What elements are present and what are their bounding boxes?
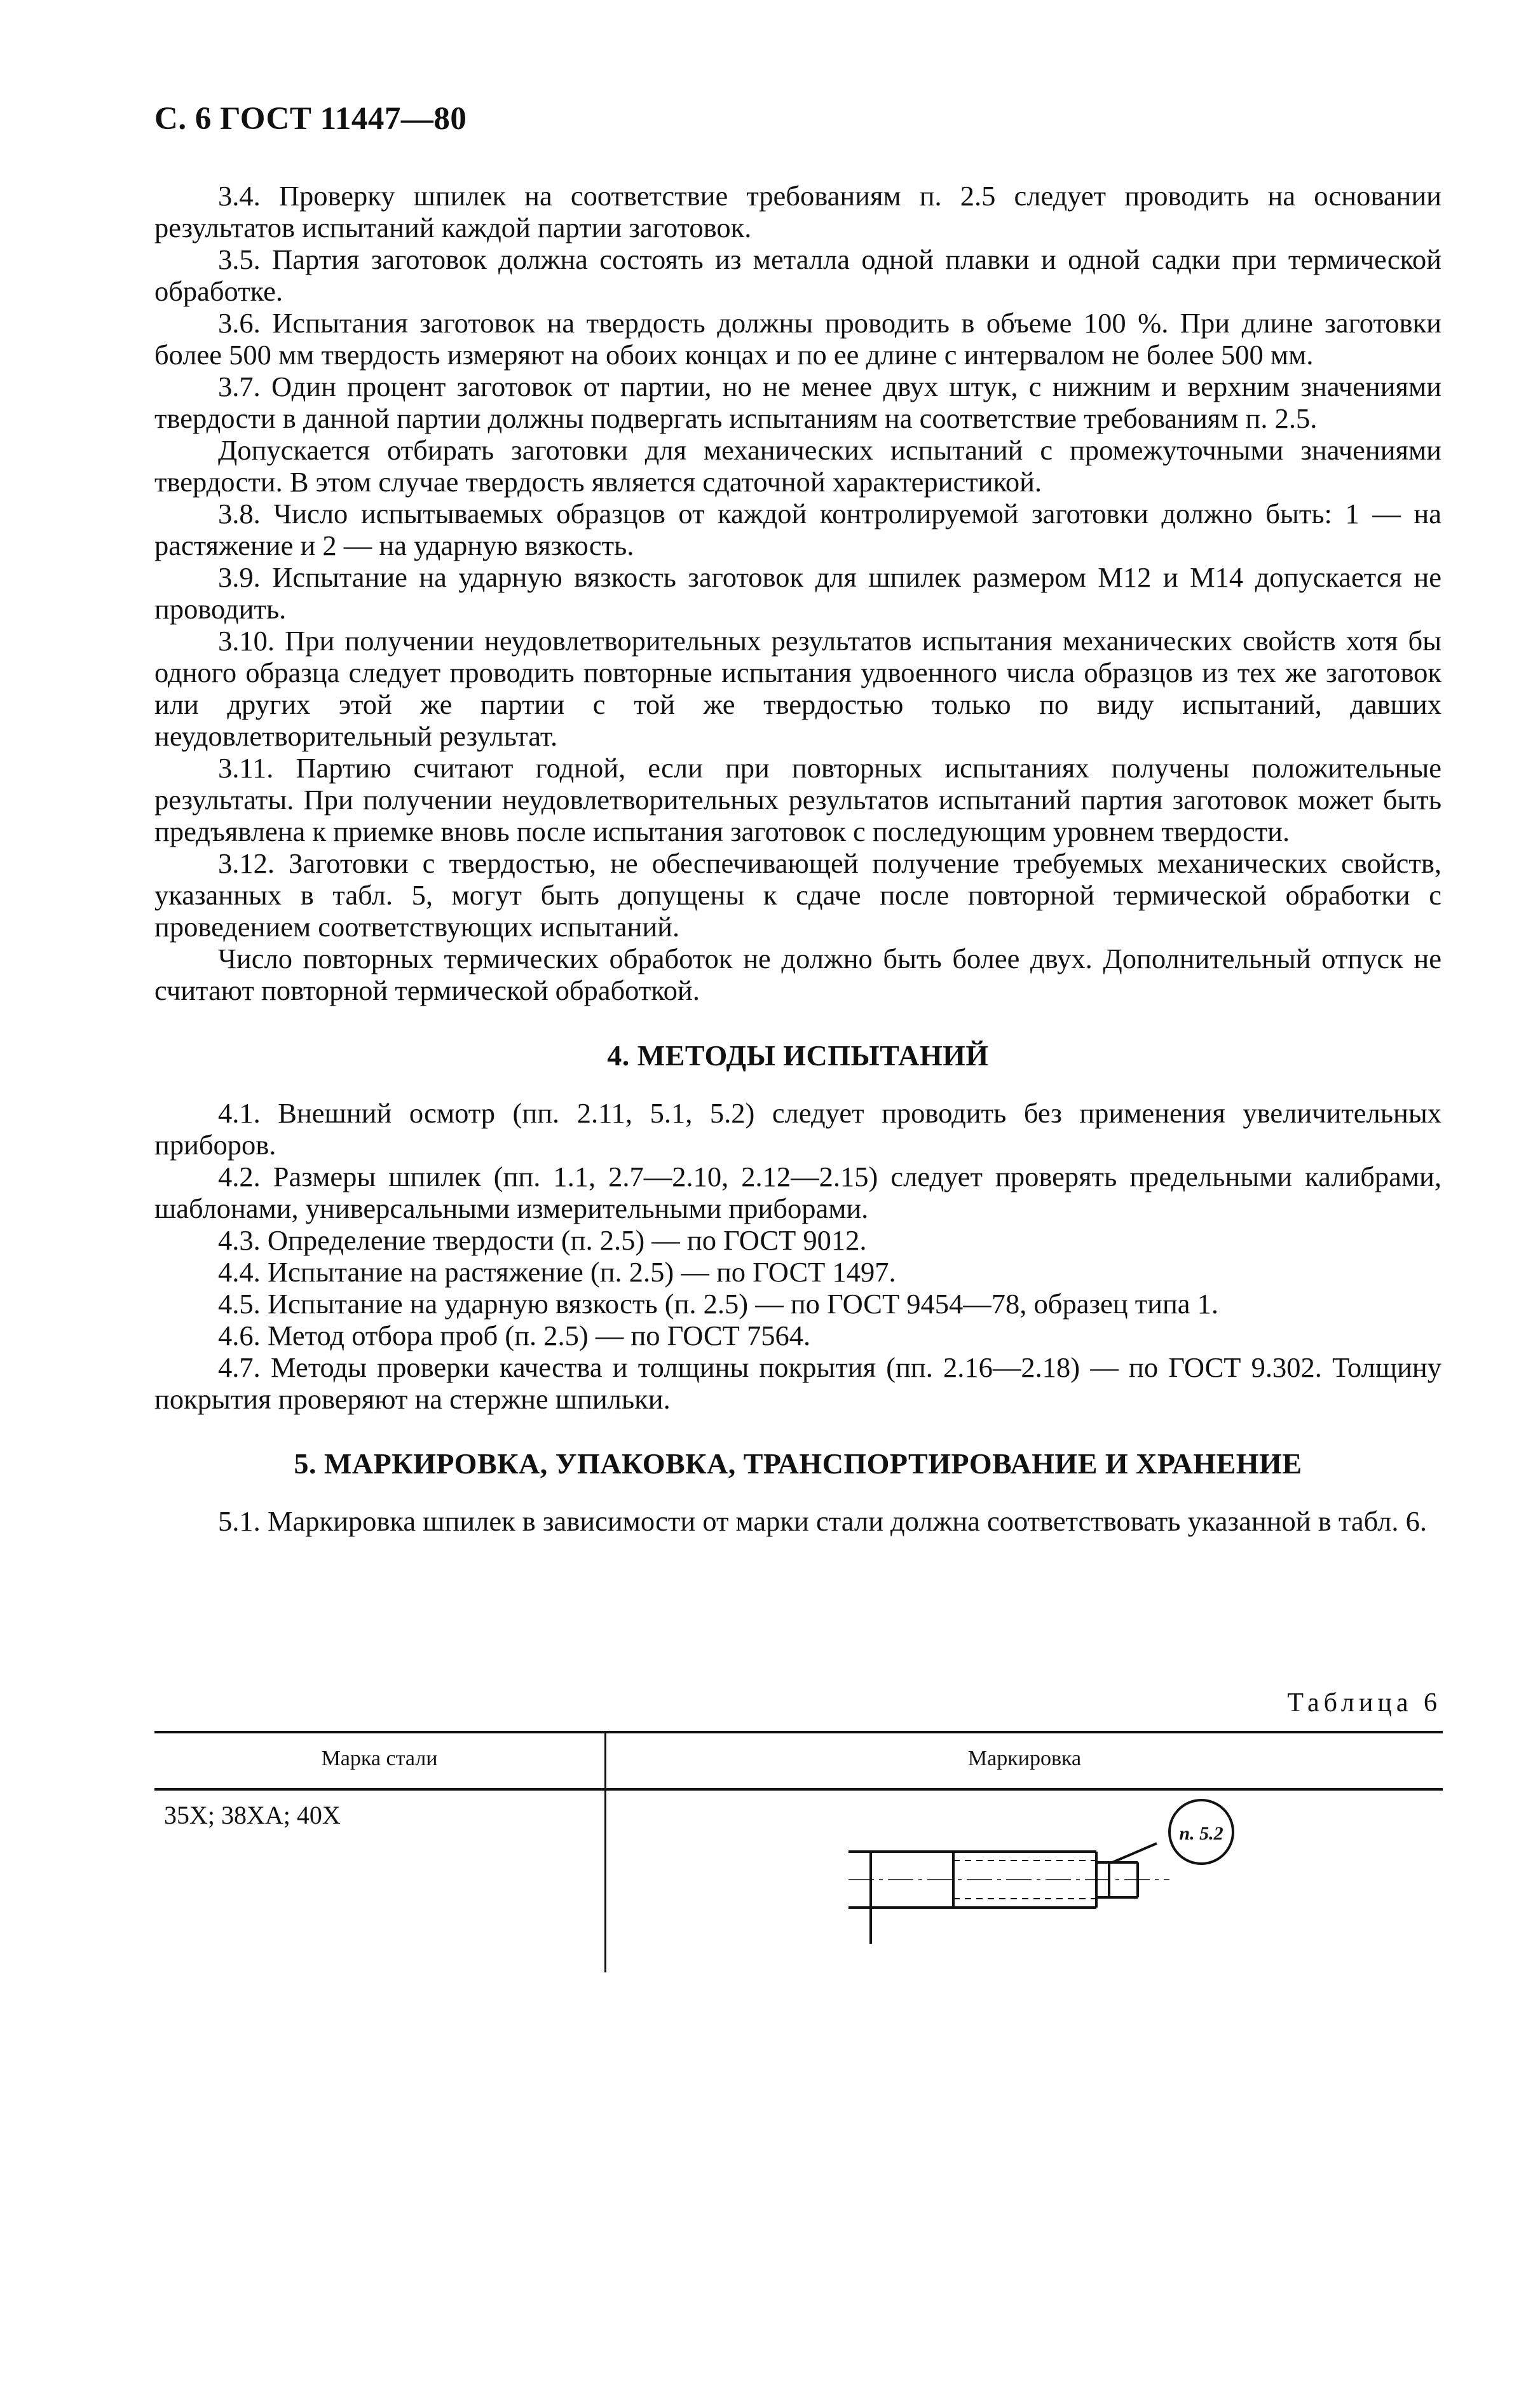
section-5-title: 5. МАРКИРОВКА, УПАКОВКА, ТРАНСПОРТИРОВАНИЕ И ХРАНЕНИЕ	[294, 1447, 1302, 1480]
table-cell-steel-grades: 35Х; 38ХА; 40Х	[164, 1801, 341, 1829]
paragraph-4-6: 4.6. Метод отбора проб (п. 2.5) — по ГОСТ 7564.	[218, 1320, 811, 1351]
page-header: С. 6 ГОСТ 11447—80	[154, 101, 467, 137]
paragraph-4-5: 4.5. Испытание на ударную вязкость (п. 2.5) — по ГОСТ 9454—78, образец типа 1.	[218, 1288, 1219, 1320]
paragraph-3-9: 3.9. Испытание на ударную вязкость заготовок для шпилек размером М12 и М14 допускается не проводить.	[154, 561, 1441, 625]
paragraph-3-10: 3.10. При получении неудовлетворительных результатов испытания механических свойств хотя бы одного образца следует проводить повторные испытания удвоенного числа образцов из тех же заготовок или других этой же партии с той же твердостью только по виду испытаний, давших неудовлетворительный результат.	[154, 625, 1441, 752]
paragraph-4-4: 4.4. Испытание на растяжение (п. 2.5) — по ГОСТ 1497.	[218, 1256, 896, 1288]
paragraph-3-8: 3.8. Число испытываемых образцов от каждой контролируемой заготовки должно быть: 1 — на растяжение и 2 — на ударную вязкость.	[154, 498, 1441, 561]
table-header-marking: Маркировка	[967, 1747, 1082, 1770]
callout-label: п. 5.2	[1179, 1823, 1223, 1844]
paragraph-4-7: 4.7. Методы проверки качества и толщины покрытия (пп. 2.16—2.18) — по ГОСТ 9.302. Толщину покрытия проверяют на стержне шпильки.	[154, 1351, 1441, 1415]
paragraph-3-5: 3.5. Партия заготовок должна состоять из металла одной плавки и одной садки при термической обработке.	[154, 243, 1441, 307]
paragraph-3-12: 3.12. Заготовки с твердостью, не обеспечивающей получение требуемых механических свойств, указанных в табл. 5, могут быть допущены к сдаче после повторной термической обработки с проведением соответствующих испытаний.	[154, 847, 1441, 943]
paragraph-3-7: 3.7. Один процент заготовок от партии, но не менее двух штук, с нижним и верхним значениями твердости в данной партии должны подвергать испытаниям на соответствие требованиям п. 2.5.	[154, 371, 1441, 434]
paragraph-3-4: 3.4. Проверку шпилек на соответствие требованиям п. 2.5 следует проводить на основании результатов испытаний каждой партии заготовок.	[154, 180, 1441, 243]
paragraph-4-2: 4.2. Размеры шпилек (пп. 1.1, 2.7—2.10, 2.12—2.15) следует проверять предельными калибрами, шаблонами, универсальными измерительными приборами.	[154, 1161, 1441, 1224]
paragraph-5-1: 5.1. Маркировка шпилек в зависимости от марки стали должна соответствовать указанной в табл. 6.	[218, 1505, 1427, 1537]
section-4-title: 4. МЕТОДЫ ИСПЫТАНИЙ	[607, 1039, 989, 1072]
paragraph-3-12-note: Число повторных термических обработок не должно быть более двух. Дополнительный отпуск не считают повторной термической обработкой.	[154, 943, 1441, 1006]
paragraph-3-6: 3.6. Испытания заготовок на твердость должны проводить в объеме 100 %. При длине заготовки более 500 мм твердость измеряют на обоих концах и по ее длине с интервалом не более 500 мм.	[154, 307, 1441, 371]
table-caption: Таблица 6	[1287, 1688, 1441, 1718]
paragraph-4-1: 4.1. Внешний осмотр (пп. 2.11, 5.1, 5.2) следует проводить без применения увеличительных приборов.	[154, 1097, 1441, 1161]
table-header-steel-grade: Марка стали	[321, 1747, 438, 1770]
paragraph-3-11: 3.11. Партию считают годной, если при повторных испытаниях получены положительные результаты. При получении неудовлетворительных результатов испытаний партия заготовок может быть предъявлена к приемке вновь после испытания заготовок с последующим уровнем твердости.	[154, 752, 1441, 847]
paragraph-3-7-note: Допускается отбирать заготовки для механических испытаний с промежуточными значениями твердости. В этом случае твердость является сдаточной характеристикой.	[154, 434, 1441, 498]
paragraph-4-3: 4.3. Определение твердости (п. 2.5) — по ГОСТ 9012.	[218, 1224, 867, 1256]
